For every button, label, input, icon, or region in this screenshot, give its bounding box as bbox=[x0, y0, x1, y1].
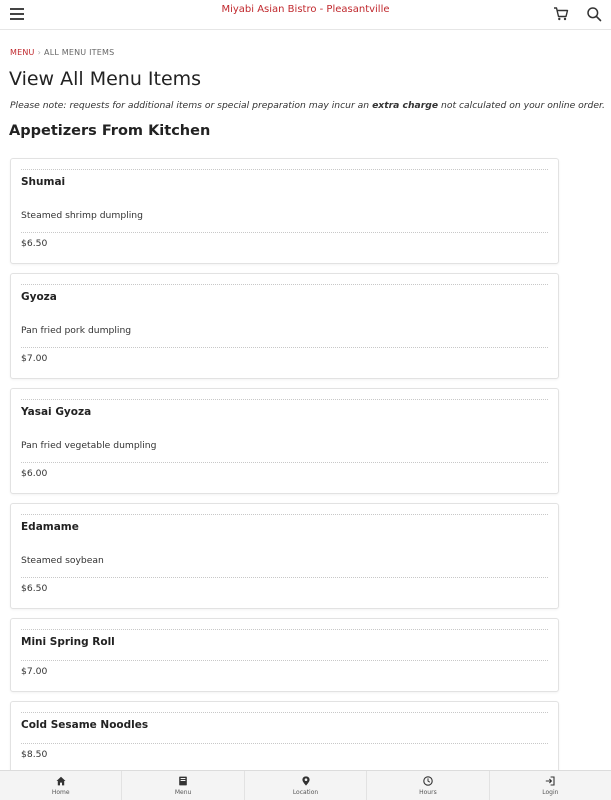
divider bbox=[21, 743, 548, 744]
divider bbox=[21, 284, 548, 285]
menu-item-price: $6.50 bbox=[21, 238, 48, 249]
note-emphasis: extra charge bbox=[372, 100, 439, 111]
bottom-nav bbox=[0, 770, 611, 800]
nav-login[interactable] bbox=[490, 771, 611, 800]
menu-item-card[interactable] bbox=[10, 388, 559, 494]
breadcrumb bbox=[10, 48, 114, 57]
nav-menu[interactable] bbox=[122, 771, 244, 800]
map-pin-icon bbox=[301, 776, 311, 786]
note-suffix: not calculated on your online order. bbox=[438, 100, 605, 111]
order-note bbox=[10, 100, 605, 111]
menu-item-card[interactable] bbox=[10, 618, 559, 692]
menu-item-price: $7.00 bbox=[21, 353, 48, 364]
menu-item-name[interactable]: Edamame bbox=[21, 521, 79, 533]
menu-item-price: $8.50 bbox=[21, 749, 48, 760]
breadcrumb-separator: › bbox=[37, 48, 42, 57]
menu-item-card[interactable] bbox=[10, 158, 559, 264]
nav-label: Home bbox=[51, 789, 70, 796]
menu-item-name[interactable]: Yasai Gyoza bbox=[21, 406, 92, 418]
divider bbox=[21, 660, 548, 661]
breadcrumb-current: ALL MENU ITEMS bbox=[44, 48, 115, 57]
clock-icon bbox=[423, 776, 433, 786]
divider bbox=[21, 169, 548, 170]
menu-item-description: Steamed soybean bbox=[21, 555, 104, 566]
menu-item-name[interactable]: Gyoza bbox=[21, 291, 57, 303]
nav-label: Login bbox=[542, 789, 559, 796]
section-title: Appetizers From Kitchen bbox=[9, 123, 211, 139]
breadcrumb-menu-link[interactable]: MENU bbox=[10, 48, 35, 57]
menu-item-card[interactable] bbox=[10, 701, 559, 775]
note-prefix: Please note: requests for additional items or special preparation may incur an bbox=[10, 100, 373, 111]
menu-item-card[interactable] bbox=[10, 273, 559, 379]
divider bbox=[21, 347, 548, 348]
divider bbox=[21, 712, 548, 713]
menu-item-price: $6.50 bbox=[21, 583, 48, 594]
divider bbox=[21, 462, 548, 463]
page-title: View All Menu Items bbox=[9, 68, 202, 90]
nav-home[interactable] bbox=[0, 771, 122, 800]
top-bar bbox=[0, 0, 611, 30]
divider bbox=[21, 399, 548, 400]
nav-hours[interactable] bbox=[367, 771, 489, 800]
book-icon bbox=[178, 776, 188, 786]
home-icon bbox=[56, 776, 66, 786]
divider bbox=[21, 232, 548, 233]
menu-item-description: Steamed shrimp dumpling bbox=[21, 210, 143, 221]
menu-item-name[interactable]: Shumai bbox=[21, 176, 66, 188]
menu-item-description: Pan fried pork dumpling bbox=[21, 325, 132, 336]
nav-label: Location bbox=[292, 789, 319, 796]
menu-item-price: $7.00 bbox=[21, 666, 48, 677]
menu-item-card[interactable] bbox=[10, 503, 559, 609]
nav-label: Hours bbox=[419, 789, 437, 796]
cart-icon[interactable] bbox=[553, 6, 569, 22]
site-title[interactable]: Miyabi Asian Bistro - Pleasantville bbox=[221, 4, 390, 15]
divider bbox=[21, 577, 548, 578]
divider bbox=[21, 514, 548, 515]
nav-location[interactable] bbox=[245, 771, 367, 800]
menu-item-price: $6.00 bbox=[21, 468, 48, 479]
menu-item-name[interactable]: Cold Sesame Noodles bbox=[21, 719, 149, 731]
login-icon bbox=[545, 776, 555, 786]
menu-item-name[interactable]: Mini Spring Roll bbox=[21, 636, 115, 648]
search-icon[interactable] bbox=[586, 6, 602, 22]
nav-label: Menu bbox=[174, 789, 192, 796]
divider bbox=[21, 629, 548, 630]
menu-item-description: Pan fried vegetable dumpling bbox=[21, 440, 157, 451]
